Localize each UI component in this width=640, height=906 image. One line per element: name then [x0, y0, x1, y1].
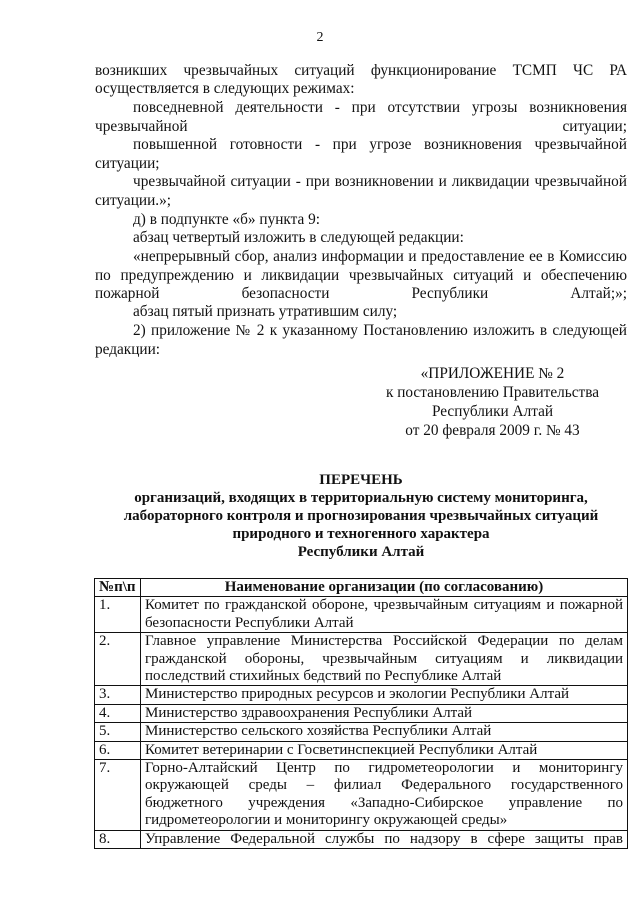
row-number: 4.: [95, 704, 141, 722]
row-name: Министерство природных ресурсов и экологии Республики Алтай: [141, 686, 628, 704]
title-line-3: лабораторного контроля и прогнозирования чрезвычайных ситуаций: [123, 508, 599, 524]
page-number: 2: [316, 30, 324, 45]
row-number: 7.: [95, 760, 141, 831]
table-row: [95, 686, 628, 704]
appendix-header: [380, 364, 605, 440]
appendix-line-4: от 20 февраля 2009 г. № 43: [405, 422, 580, 439]
table-row: [95, 597, 628, 633]
paragraph-appendix-2: 2) приложение № 2 к указанному Постановлению изложить в следующей редакции:: [95, 322, 627, 358]
row-number: 1.: [95, 597, 141, 633]
paragraph-abzac-5: абзац пятый признать утратившим силу;: [133, 303, 398, 320]
title-line-5: Республики Алтай: [297, 544, 425, 560]
table-row: [95, 830, 628, 848]
list-title: [95, 471, 627, 561]
title-line-1: ПЕРЕЧЕНЬ: [319, 472, 403, 488]
row-name: Комитет ветеринарии с Госветинспекцией Республики Алтай: [141, 741, 628, 759]
paragraph-1-line-2: осуществляется в следующих режимах:: [95, 80, 355, 97]
organizations-table: [94, 578, 628, 849]
row-number: 5.: [95, 723, 141, 741]
paragraph-1-line-1: возникших чрезвычайных ситуаций функционирование ТСМП ЧС РА: [95, 62, 627, 79]
row-name: Комитет по гражданской обороне, чрезвычайным ситуациям и пожарной безопасности Республики Алтай: [141, 597, 628, 633]
appendix-line-1: «ПРИЛОЖЕНИЕ № 2: [420, 365, 565, 382]
paragraph-high-readiness-mode: повышенной готовности - при угрозе возникновения чрезвычайной ситуации;: [95, 136, 627, 172]
row-number: 2.: [95, 633, 141, 686]
table-row: [95, 704, 628, 722]
row-name: Горно-Алтайский Центр по гидрометеорологии и мониторингу окружающей среды – филиал Федерального государственного бюджетного учреждения «Западно-Сибирское управление по гидрометеорологии и мониторингу окружающей среды»: [141, 760, 628, 831]
row-number: 6.: [95, 741, 141, 759]
paragraph-new-wording: «непрерывный сбор, анализ информации и предоставление ее в Комиссию по предупреждению и ликвидации чрезвычайных ситуаций и обеспечению пожарной безопасности Республики Алтай;»;: [95, 248, 627, 303]
row-number: 8.: [95, 830, 141, 848]
row-name: Министерство сельского хозяйства Республики Алтай: [141, 723, 628, 741]
paragraph-subpoint-b: д) в подпункте «б» пункта 9:: [133, 211, 321, 228]
appendix-line-3: Республики Алтай: [431, 403, 554, 420]
table-row: [95, 723, 628, 741]
row-name: Главное управление Министерства Российской Федерации по делам гражданской обороны, чрезвычайным ситуациям и ликвидации последствий стихийных бедствий по Республике Алтай: [141, 633, 628, 686]
row-name: Министерство здравоохранения Республики Алтай: [141, 704, 628, 722]
table-row: [95, 741, 628, 759]
title-line-2: организаций, входящих в территориальную систему мониторинга,: [134, 490, 588, 506]
paragraph-daily-mode: повседневной деятельности - при отсутствии угрозы возникновения чрезвычайной ситуации;: [95, 99, 627, 135]
column-header-number: №п\п: [95, 579, 141, 597]
row-name: Управление Федеральной службы по надзору в сфере защиты прав: [141, 830, 628, 848]
table-row: [95, 760, 628, 831]
row-number: 3.: [95, 686, 141, 704]
table-header-row: [95, 579, 628, 597]
appendix-line-2: к постановлению Правительства: [385, 384, 600, 401]
table-row: [95, 633, 628, 686]
paragraph-emergency-mode: чрезвычайной ситуации - при возникновении и ликвидации чрезвычайной ситуации.»;: [95, 173, 627, 209]
column-header-name: Наименование организации (по согласованию): [141, 579, 628, 597]
paragraph-abzac-4: абзац четвертый изложить в следующей редакции:: [133, 229, 464, 246]
title-line-4: природного и техногенного характера: [232, 526, 490, 542]
